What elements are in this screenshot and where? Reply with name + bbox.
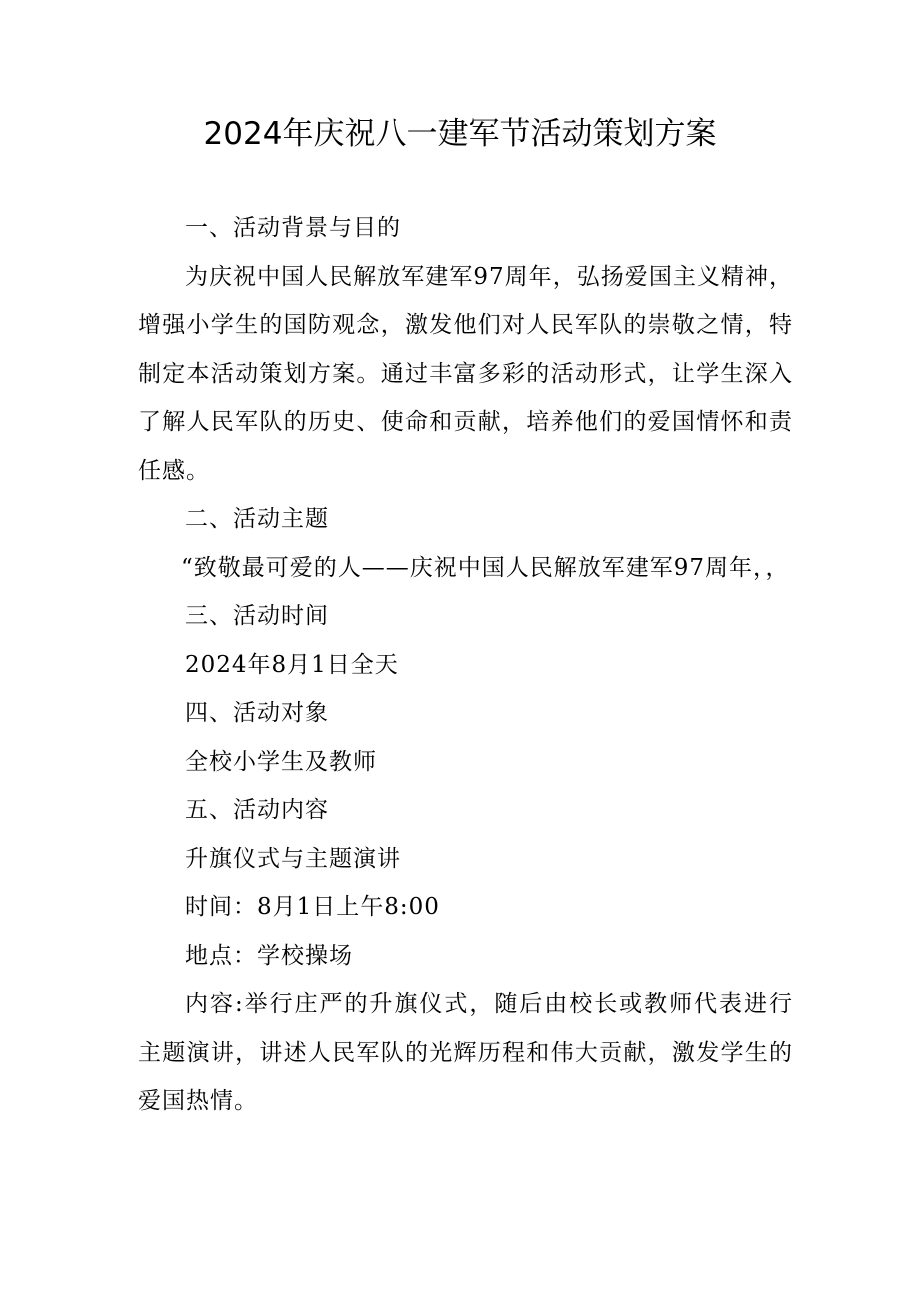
section-heading-content: 五、活动内容 [185, 797, 329, 823]
section-heading-background: 一、活动背景与目的 [185, 215, 401, 241]
content-details: 内容:举行庄严的升旗仪式，随后由校长或教师代表进行主题演讲，讲述人民军队的光辉历程和伟大贡献，激发学生的爱国热情。 [138, 991, 793, 1114]
content-subheading: 升旗仪式与主题演讲 [185, 845, 401, 872]
section-heading-theme: 二、活动主题 [185, 506, 329, 532]
content-location: 地点：学校操场 [185, 942, 353, 969]
section-heading-audience: 四、活动对象 [185, 700, 329, 726]
document-body [138, 204, 793, 1126]
time-paragraph: 2024年8月1日全天 [185, 651, 399, 678]
section-heading-time: 三、活动时间 [185, 603, 329, 629]
audience-paragraph: 全校小学生及教师 [185, 748, 377, 775]
theme-paragraph: “致敬最可爱的人——庆祝中国人民解放军建军97周年，， [181, 554, 790, 581]
content-time: 时间：8月1日上午8:00 [185, 894, 440, 920]
document-title: 2024年庆祝八一建军节活动策划方案 [203, 116, 717, 152]
background-paragraph: 为庆祝中国人民解放军建军97周年，弘扬爱国主义精神，增强小学生的国防观念，激发他们对人民军队的崇敬之情，特制定本活动策划方案。通过丰富多彩的活动形式，让学生深入了解人民军队的历史、使命和贡献，培养他们的爱国情怀和责任感。 [138, 263, 793, 484]
